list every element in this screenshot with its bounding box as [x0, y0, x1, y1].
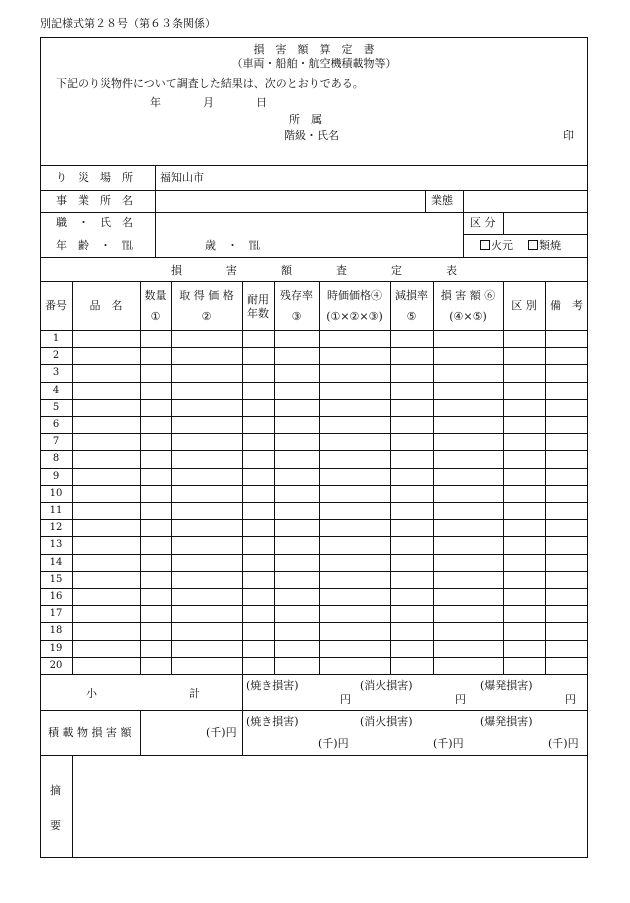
- cargo-burn-label: (焼き損害): [246, 715, 299, 728]
- cargo-label: 積 載 物 損 害 額: [48, 726, 132, 739]
- col-damage-formula: (④×⑤): [449, 310, 487, 323]
- form-reference: 別記様式第２８号（第６３条関係）: [40, 17, 216, 30]
- col-residual: 残存率: [280, 289, 313, 302]
- subtotal-blast-label: (爆発損害): [480, 679, 533, 692]
- row-number: 14: [49, 556, 63, 568]
- row-number: 3: [52, 367, 60, 379]
- col-residual-num: ③: [291, 310, 302, 323]
- col-remarks: 備 考: [550, 299, 583, 312]
- row-number: 20: [49, 659, 63, 671]
- subtotal-label-left: 小: [86, 687, 97, 700]
- col-qty: 数量: [144, 289, 167, 302]
- table-row[interactable]: [40, 433, 588, 450]
- age-suffix: 歳 ・ ℡: [205, 239, 260, 252]
- subtotal-water-yen: 円: [455, 693, 466, 706]
- table-row[interactable]: [40, 330, 588, 347]
- col-damage: 損 害 額 ⑥: [440, 289, 496, 302]
- spread-option[interactable]: 類焼: [528, 240, 561, 251]
- row-number: 16: [49, 591, 63, 602]
- subtotal-label-right: 計: [189, 687, 200, 700]
- seal-mark: 印: [563, 129, 574, 142]
- business-label: 事 業 所 名: [56, 194, 133, 207]
- cargo-water-unit: (千)円: [433, 737, 464, 750]
- fire-origin-option[interactable]: 火元: [480, 240, 513, 251]
- table-row[interactable]: [40, 347, 588, 364]
- row-number: 17: [49, 608, 63, 620]
- col-cost: 取 得 価 格: [179, 289, 234, 302]
- table-row[interactable]: [40, 450, 588, 467]
- table-row[interactable]: [40, 622, 588, 639]
- statement-text: 下記のり災物件について調査した結果は、次のとおりである。: [56, 77, 364, 90]
- table-row[interactable]: [40, 519, 588, 536]
- category-label: 区 分: [470, 216, 496, 229]
- col-class: 区 別: [511, 299, 537, 312]
- cargo-blast-unit: (千)円: [548, 737, 579, 750]
- col-depr: 減損率: [395, 289, 428, 302]
- table-row[interactable]: [40, 382, 588, 399]
- col-no: 番号: [45, 299, 67, 312]
- table-row[interactable]: [40, 416, 588, 433]
- table-row[interactable]: [40, 399, 588, 416]
- col-current-formula: (①×②×③): [326, 310, 383, 323]
- row-number: 7: [52, 436, 60, 448]
- table-row[interactable]: [40, 485, 588, 502]
- table-row[interactable]: [40, 502, 588, 519]
- table-row[interactable]: [40, 468, 588, 485]
- subtotal-blast-yen: 円: [565, 693, 576, 706]
- summary-label-1: 摘: [50, 784, 61, 797]
- row-number: 1: [52, 333, 60, 344]
- col-item: 品 名: [89, 299, 123, 312]
- age-label: 年 齢 ・ ℡: [56, 239, 133, 252]
- col-current: 時価価格④: [327, 289, 382, 302]
- cargo-burn-unit: (千)円: [318, 737, 349, 750]
- subtotal-burn-yen: 円: [340, 693, 351, 706]
- row-number: 13: [49, 539, 63, 551]
- col-qty-num: ①: [150, 310, 161, 323]
- row-number: 15: [49, 573, 63, 585]
- table-row[interactable]: [40, 588, 588, 605]
- status-label: 業態: [431, 194, 453, 207]
- table-row[interactable]: [40, 554, 588, 571]
- row-number: 10: [49, 487, 63, 499]
- affiliation-label: 所 属: [289, 113, 322, 126]
- table-title: 損 害 額 査 定 表: [171, 264, 457, 277]
- occupation-label: 職 ・ 氏 名: [56, 216, 133, 229]
- location-value: 福知山市: [160, 171, 204, 184]
- day-label: 日: [256, 96, 267, 109]
- year-label: 年: [150, 96, 161, 109]
- subtotal-burn-label: (焼き損害): [246, 679, 299, 692]
- col-life-1: 耐用: [247, 293, 269, 306]
- spread-checkbox[interactable]: [528, 240, 538, 250]
- table-row[interactable]: [40, 571, 588, 588]
- row-number: 9: [52, 470, 60, 482]
- table-row[interactable]: [40, 605, 588, 622]
- summary-field[interactable]: [73, 756, 587, 857]
- table-row[interactable]: [40, 536, 588, 553]
- row-number: 4: [52, 384, 60, 396]
- summary-label-2: 要: [50, 819, 61, 832]
- cargo-blast-label: (爆発損害): [480, 715, 533, 728]
- row-number: 8: [52, 453, 60, 465]
- subtotal-water-label: (消火損害): [360, 679, 413, 692]
- table-row[interactable]: [40, 657, 588, 674]
- row-number: 6: [52, 419, 60, 430]
- location-label: り 災 場 所: [56, 171, 133, 184]
- row-number: 5: [52, 401, 60, 413]
- row-number: 11: [49, 505, 63, 516]
- form-subtitle: （車両・船舶・航空機積載物等）: [231, 57, 397, 70]
- row-number: 12: [49, 522, 63, 534]
- month-label: 月: [203, 96, 214, 109]
- table-row[interactable]: [40, 364, 588, 381]
- col-life-2: 年数: [247, 307, 269, 320]
- rank-name-label: 階級・氏名: [284, 129, 339, 142]
- fire-origin-checkbox[interactable]: [480, 240, 490, 250]
- col-cost-num: ②: [201, 310, 212, 323]
- row-number: 19: [49, 642, 63, 654]
- col-depr-num: ⑤: [406, 310, 417, 323]
- row-number: 2: [52, 350, 60, 362]
- form-title: 損 害 額 算 定 書: [253, 43, 375, 56]
- table-row[interactable]: [40, 640, 588, 657]
- row-number: 18: [49, 625, 63, 637]
- cargo-total-unit: (千)円: [206, 726, 237, 739]
- cargo-water-label: (消火損害): [360, 715, 413, 728]
